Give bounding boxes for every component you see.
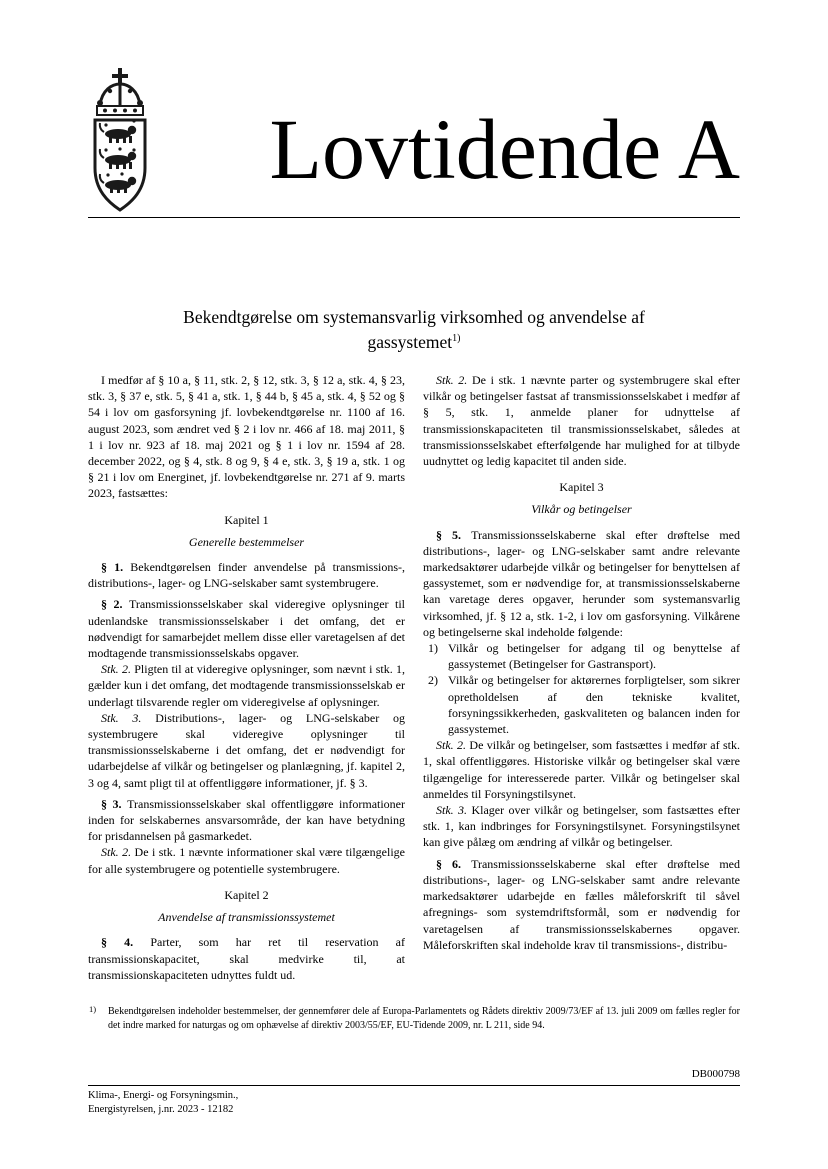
document-title — [88, 306, 740, 353]
masthead-divider — [88, 217, 740, 218]
chapter-title: Kapitel 3 — [559, 480, 604, 495]
footer-divider — [88, 1085, 740, 1086]
list-number: 2) — [428, 673, 438, 688]
stk-marker: Stk. 3. — [101, 710, 156, 725]
list-item-text: Vilkår og betingelser for adgang til og benyttelse af gassystemet (Betingelser for Gastransport). — [448, 641, 740, 672]
gazette-title: Lovtidende A — [269, 101, 740, 197]
chapter-title: Kapitel 1 — [224, 512, 269, 527]
numbered-list-item — [423, 672, 740, 737]
chapter-heading — [88, 887, 405, 925]
footnote-reference: 1) — [452, 333, 461, 344]
left-column — [88, 372, 405, 983]
publisher-line2: Energistyrelsen, j.nr. 2023 - 12182 — [88, 1104, 234, 1115]
document-title-line1: Bekendtgørelse om systemansvarlig virksomhed og anvendelse af — [183, 307, 645, 327]
body-paragraph: Stk. 2. De i stk. 1 nævnte informationer skal være tilgængelige for alle systembrugere og potentielle systembrugere. — [88, 845, 405, 876]
body-paragraph: § 1. Bekendtgørelsen finder anvendelse på transmissions-, distributions-, lager- og LNG-selskaber samt systembrugere. — [88, 560, 406, 591]
chapter-heading — [88, 512, 405, 550]
body-columns — [88, 372, 740, 983]
body-paragraph: § 5. Transmissionsselskaberne skal efter drøftelse med distributions-, lager- og LNG-selskaber samt andre relevante markedsaktører udarbejde vilkår og betingelser for benyttelsen af gassystemet, som er nødvendige for, at transmissionsselskaberne kan varetage deres opgaver, herunder som systemansvarlig virksomhed, jf. § 12 a, stk. 1-2, i lov om gasforsyning. Vilkårene og betingelserne skal indeholde følgende: — [423, 527, 741, 639]
body-paragraph: Stk. 2. De i stk. 1 nævnte parter og systembrugere skal efter vilkår og betingelser fastsat af transmissionsselskabet i medfør af § 5, stk. 1, anmelde planer for udnyttelse af transmissionskapaciteten til transmissionsselskabet, således at transmissionsselskabet efterfølgende har mulighed for at tilbyde uudnyttet og ledig kapacitet til anden side. — [423, 373, 740, 469]
body-paragraph: Stk. 2. De vilkår og betingelser, som fastsættes i medfør af stk. 1, skal offentliggøres. Historiske vilkår og betingelser skal være tilgængelige for interesserede parter. Vilkår og betingelser skal anmeldes til Forsyningstilsynet. — [423, 738, 740, 801]
right-column — [423, 372, 740, 983]
preamble-paragraph: I medfør af § 10 a, § 11, stk. 2, § 12, stk. 3, § 12 a, stk. 4, § 23, stk. 3, § 37 e, stk. 5, § 41 a, stk. 1, § 44 b, § 45 a, stk. 4, § 52 og § 54 i lov om gasforsyning jf. lovbekendtgørelse nr. 1100 af 16. august 2023, som ændret ved § 2 i lov nr. 466 af 18. maj 2011, § 1 i lov nr. 923 af 18. maj 2021 og § 1 i lov nr. 1594 af 28. december 2022, og § 4, stk. 8 og 9, § 4 e, stk. 3, § 19 a, stk. 1 og § 21 i lov om Energinet, jf. lovbekendtgørelse nr. 271 af 9. marts 2023, fastsættes: — [88, 373, 405, 501]
body-paragraph: Stk. 2. Pligten til at videregive oplysninger, som nævnt i stk. 1, gælder kun i det omfang, det modtagende transmissionsselskab er underlagt tilsvarende regler om videregivelse af oplysninger. — [88, 662, 405, 709]
document-number: DB000798 — [691, 1068, 740, 1080]
list-number: 1) — [428, 641, 438, 656]
body-paragraph: § 3. Transmissionsselskaber skal offentliggøre informationer inden for selskabernes ansvarsområde, der kan have betydning for prisdannelsen på gasmarkedet. — [88, 796, 406, 844]
section-marker: § 6. — [436, 856, 472, 871]
body-paragraph: Stk. 3. Klager over vilkår og betingelser, som fastsættes efter stk. 1, kan indbringes for Forsyningstilsynet. Forsyningstilsynet kan give pålæg om ændring af vilkår og betingelser. — [423, 803, 740, 850]
stk-marker: Stk. 2. — [101, 662, 135, 677]
section-marker: § 5. — [436, 527, 472, 542]
body-paragraph: § 6. Transmissionsselskaberne skal efter drøftelse med distributions-, lager- og LNG-selskaber samt andre relevante markedsaktører udarbejde en fælles måleforskrift til såvel afregnings- som systemdriftsformål, som er nødvendig for varetagelsen af transmissionsselskabernes opgaver. Måleforskriften skal indeholde krav til transmissions-, distribu- — [423, 856, 741, 952]
stk-marker: Stk. 2. — [436, 373, 472, 387]
chapter-subtitle: Anvendelse af transmissionssystemet — [158, 910, 335, 925]
stk-marker: Stk. 2. — [436, 738, 470, 753]
chapter-subtitle: Generelle bestemmelser — [188, 534, 305, 549]
chapter-subtitle: Vilkår og betingelser — [531, 502, 632, 517]
chapter-heading — [423, 479, 740, 517]
publisher-info — [88, 1089, 238, 1117]
publisher-line1: Klima-, Energi- og Forsyningsmin., — [88, 1090, 239, 1101]
numbered-list-item — [423, 640, 740, 672]
list-item-text: Vilkår og betingelser for aktørernes forpligtelser, som sikrer opretholdelsen af den tekniske kvalitet, forsyningssikkerheden, gaskvaliteten og balancen inden for gassystemet. — [448, 673, 740, 737]
chapter-title: Kapitel 2 — [224, 887, 269, 902]
body-paragraph: § 4. Parter, som har ret til reservation af transmissionskapacitet, skal medvirke til, at transmissionskapaciteten udnyttes fuldt ud. — [88, 935, 406, 982]
document-title-line2: gassystemet — [367, 331, 453, 352]
body-paragraph: § 2. Transmissionsselskaber skal videregive oplysninger til udenlandske transmissionsselskaber i det omfang, det er nødvendigt for samarbejdet mellem disse eller varetagelsen af det modtagende transmissionsselskabs opgaver. — [88, 597, 405, 661]
section-marker: § 2. — [101, 597, 129, 612]
stk-marker: Stk. 3. — [436, 803, 472, 818]
footnote — [88, 1005, 740, 1032]
section-marker: § 4. — [101, 935, 151, 950]
stk-marker: Stk. 2. — [101, 845, 135, 860]
section-marker: § 1. — [101, 560, 131, 575]
footnote-text: Bekendtgørelsen indeholder bestemmelser, der gennemfører dele af Europa-Parlamentets og Rådets direktiv 2009/73/EF af 13. juli 2009 om fælles regler for det indre marked for naturgas og om ophævelse af direktiv 2003/55/EF, EU-Tidende 2009, nr. L 211, side 94. — [108, 1006, 740, 1031]
body-paragraph: Stk. 3. Distributions-, lager- og LNG-selskaber og systembrugere skal videregive oplysninger til transmissionsselskaberne i det omfang, det er nødvendigt for udarbejdelse af vilkår og betingelser og planlægning, jf. kapitel 2, 3 og 4, samt pligt til at offentliggøre informationer, jf. § 3. — [88, 710, 405, 790]
section-marker: § 3. — [101, 796, 128, 811]
footnote-marker: 1) — [89, 1004, 97, 1014]
